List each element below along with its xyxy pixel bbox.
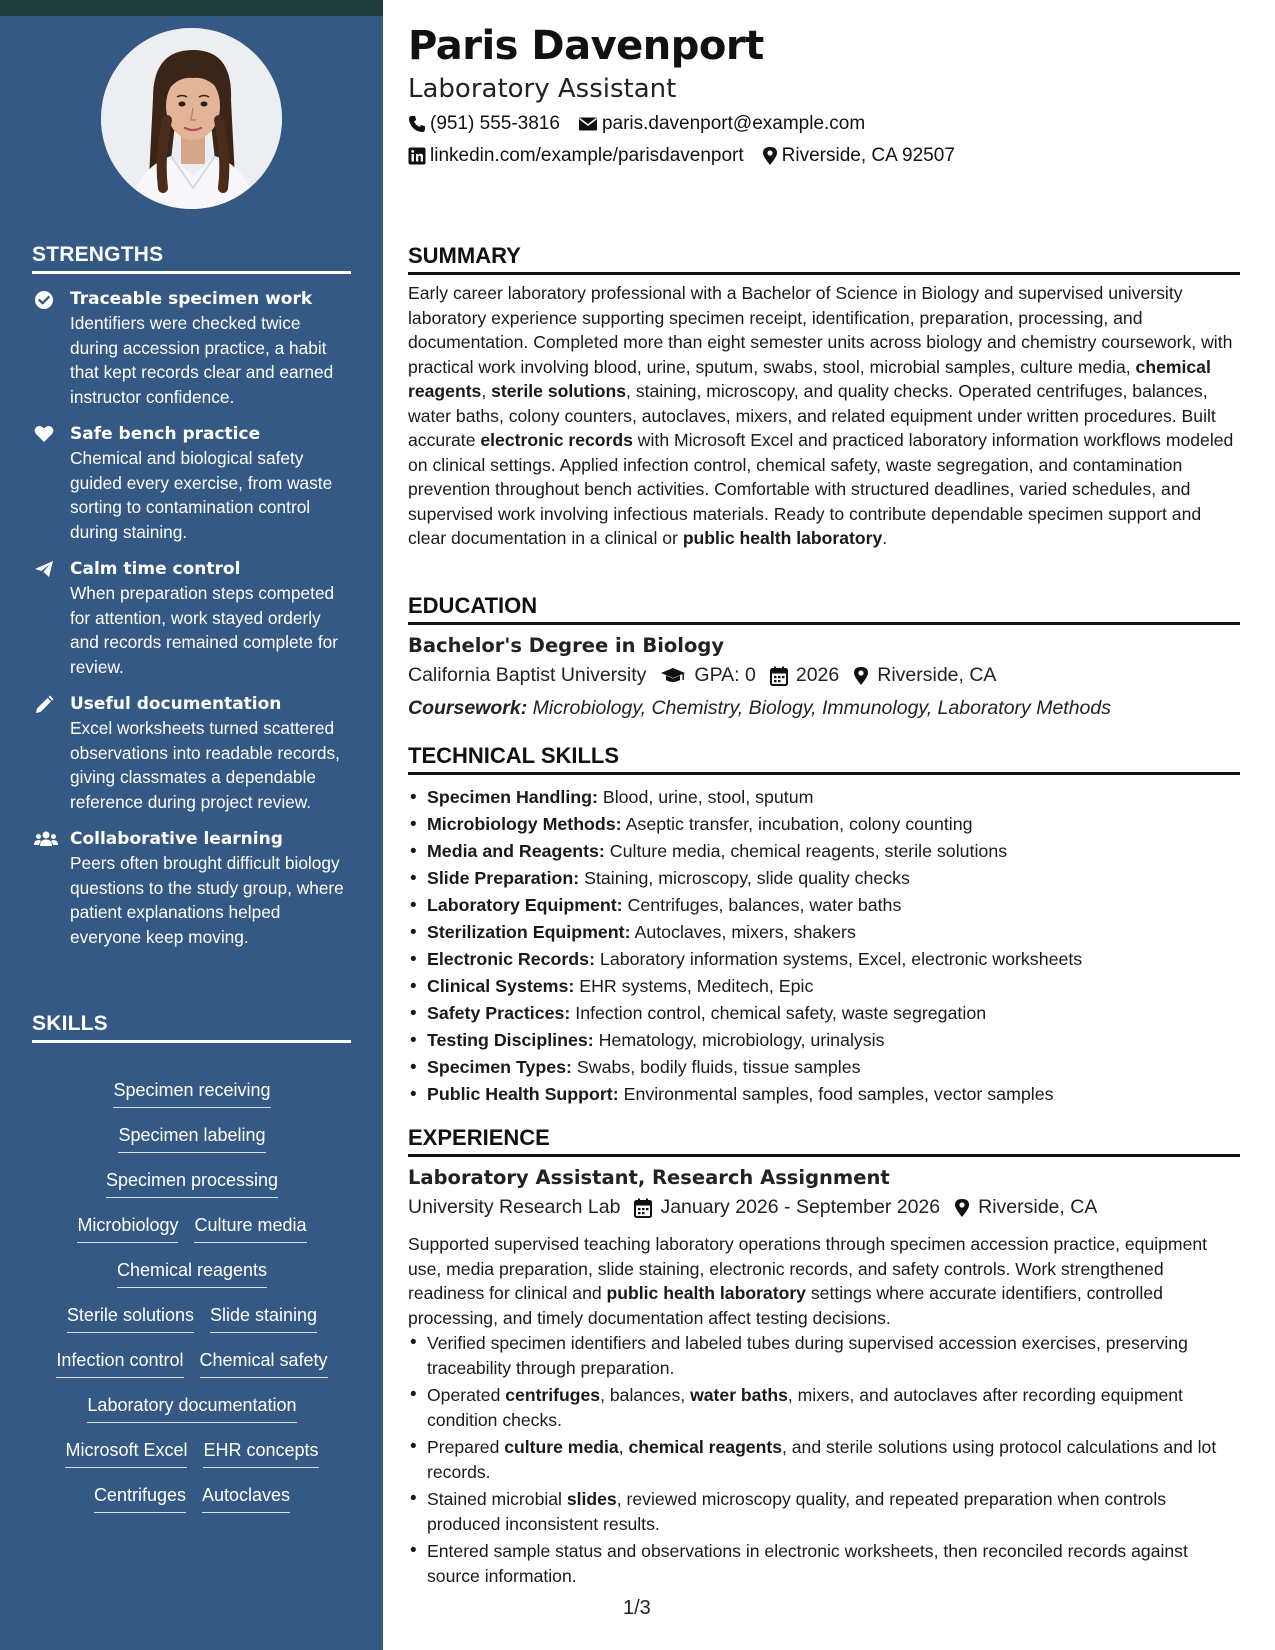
- skill-values: Blood, urine, stool, sputum: [597, 787, 814, 807]
- year-text: 2026: [795, 664, 840, 686]
- email-contact[interactable]: [578, 113, 865, 135]
- skill-row: [32, 1350, 352, 1395]
- strength-description: Excel worksheets turned scattered observations into readable records, giving classmates a dependable reference during project review.: [70, 718, 340, 812]
- map-pin-icon: [853, 666, 869, 686]
- technical-skill-item: [408, 1027, 1240, 1054]
- text-segment: with Microsoft Excel and practiced laboratory information workflows modeled on clinical settings. Applied infection control, chemical safety, waste segregation, and contamination prevention throughout bench activities. Comfortable with structured deadlines, varied schedules, and supervised work involving infectious materials. Ready to contribute dependable specimen support and clear documentation in a clinical or: [408, 430, 1234, 548]
- page-number: 1/3: [623, 1597, 651, 1619]
- map-pin-icon: [954, 1198, 970, 1218]
- skill-values: Staining, microscopy, slide quality checks: [579, 868, 910, 888]
- bold-text: chemical reagents: [408, 356, 1211, 401]
- strength-description: Chemical and biological safety guided every exercise, from waste sorting to contamination control during staining.: [70, 448, 333, 542]
- contact-row-1: [408, 113, 883, 135]
- skill-tag: Microbiology: [77, 1215, 178, 1243]
- strength-item: [32, 287, 352, 409]
- strength-title: Safe bench practice: [70, 424, 261, 444]
- text-segment: Entered sample status and observations in electronic worksheets, then reconciled records against source information.: [427, 1541, 1188, 1586]
- skill-category: Testing Disciplines:: [427, 1030, 594, 1050]
- strengths-list: [32, 287, 352, 962]
- strength-description: Identifiers were checked twice during accession practice, a habit that kept records clear and earned instructor confidence.: [70, 313, 334, 407]
- avatar: [101, 28, 282, 209]
- text-segment: Early career laboratory professional with a Bachelor of Science in Biology and supervised university laboratory experience supporting specimen receipt, identification, preparation, processing, and documentation. Completed more than eight semester units across biology and chemistry coursework, with practical work involving blood, urine, sputum, swabs, stool, microbial samples, culture media,: [408, 283, 1233, 377]
- skill-values: Culture media, chemical reagents, sterile solutions: [604, 841, 1008, 861]
- graduation-cap-icon: [660, 667, 686, 685]
- strength-item: [32, 692, 352, 814]
- education-location-text: Riverside, CA: [877, 664, 997, 686]
- education-heading: EDUCATION: [408, 593, 1240, 625]
- bold-text: electronic records: [480, 430, 633, 450]
- skill-row: [32, 1440, 352, 1485]
- skill-tag: Microsoft Excel: [65, 1440, 187, 1468]
- bold-text: culture media: [504, 1437, 619, 1457]
- linkedin-contact[interactable]: [408, 145, 744, 167]
- experience-dates: [634, 1196, 940, 1219]
- technical-skills-heading: TECHNICAL SKILLS: [408, 743, 1240, 775]
- summary-paragraph: [408, 281, 1240, 551]
- skill-values: Aseptic transfer, incubation, colony counting: [621, 814, 973, 834]
- organization-name: University Research Lab: [408, 1196, 621, 1218]
- strengths-heading: STRENGTHS: [32, 243, 351, 274]
- text-segment: Supported supervised teaching laboratory operations through specimen accession practice, equipment use, media preparation, slide staining, electronic records, and safety controls. Work strengthened readiness for clinical and: [408, 1234, 1208, 1303]
- graduation-year: [770, 664, 839, 687]
- skill-tag: Specimen labeling: [118, 1125, 265, 1153]
- experience-bullet: [408, 1539, 1240, 1588]
- bold-text: water baths: [690, 1385, 788, 1405]
- phone-text: (951) 555-3816: [430, 113, 560, 134]
- contact-row-2: [408, 145, 973, 167]
- experience-bullet: [408, 1487, 1240, 1536]
- bold-text: sterile solutions: [491, 381, 627, 401]
- gpa: [660, 664, 755, 687]
- skill-tag: Laboratory documentation: [87, 1395, 296, 1423]
- strength-description: When preparation steps competed for attention, work stayed orderly and records remained complete for review.: [70, 583, 338, 677]
- skill-values: Environmental samples, food samples, vector samples: [618, 1084, 1054, 1104]
- strength-item: [32, 557, 352, 679]
- skills-list: [32, 1080, 352, 1530]
- strength-title: Collaborative learning: [70, 829, 283, 849]
- candidate-name: Paris Davenport: [408, 23, 764, 69]
- skill-values: Hematology, microbiology, urinalysis: [593, 1030, 885, 1050]
- text-segment: Prepared: [427, 1437, 505, 1457]
- experience-bullet: [408, 1331, 1240, 1380]
- text-segment: Operated: [427, 1385, 506, 1405]
- skill-tag: Chemical reagents: [117, 1260, 267, 1288]
- skill-category: Electronic Records:: [427, 949, 595, 969]
- coursework-label: Coursework:: [408, 697, 528, 719]
- skill-tag: Specimen receiving: [113, 1080, 270, 1108]
- phone-contact[interactable]: [408, 113, 560, 135]
- gpa-text: GPA: 0: [694, 664, 756, 686]
- skill-values: EHR systems, Meditech, Epic: [574, 976, 814, 996]
- skill-category: Clinical Systems:: [427, 976, 575, 996]
- degree-title: Bachelor's Degree in Biology: [408, 634, 725, 657]
- check-circle-icon: [34, 290, 54, 308]
- text-segment: .: [882, 528, 888, 548]
- skill-values: Swabs, bodily fluids, tissue samples: [571, 1057, 861, 1077]
- skill-row: [32, 1485, 352, 1530]
- skill-row: [32, 1260, 352, 1305]
- envelope-icon: [578, 116, 598, 132]
- text-segment: Verified specimen identifiers and labeled tubes during supervised accession exercises, preserving traceability through preparation.: [427, 1333, 1188, 1378]
- skill-values: Centrifuges, balances, water baths: [622, 895, 902, 915]
- coursework: [408, 697, 1111, 720]
- text-segment: ,: [618, 1437, 629, 1457]
- text-segment: ,: [481, 381, 492, 401]
- email-text: paris.davenport@example.com: [601, 113, 866, 134]
- skill-tag: Chemical safety: [200, 1350, 328, 1378]
- skill-category: Slide Preparation:: [427, 868, 580, 888]
- linkedin-icon: [408, 147, 426, 165]
- calendar-icon: [634, 1198, 652, 1218]
- experience-bullets: [408, 1331, 1240, 1591]
- skill-tag: Infection control: [56, 1350, 183, 1378]
- skill-values: Laboratory information systems, Excel, electronic worksheets: [594, 949, 1083, 969]
- sidebar-top-accent-bar: [0, 0, 383, 16]
- skill-row: [32, 1305, 352, 1350]
- technical-skill-item: [408, 784, 1240, 811]
- skill-tag: Centrifuges: [94, 1485, 186, 1513]
- skill-tag: Slide staining: [210, 1305, 317, 1333]
- technical-skill-item: [408, 1000, 1240, 1027]
- bold-text: public health laboratory: [606, 1283, 806, 1303]
- technical-skill-item: [408, 811, 1240, 838]
- summary-heading: SUMMARY: [408, 243, 1240, 275]
- skill-row: [32, 1170, 352, 1215]
- technical-skill-item: [408, 973, 1240, 1000]
- school-name: California Baptist University: [408, 664, 647, 686]
- education-meta: [408, 664, 1010, 687]
- text-segment: , balances,: [600, 1385, 691, 1405]
- avatar-portrait-image: [101, 28, 282, 209]
- location-text: Riverside, CA 92507: [781, 145, 955, 166]
- experience-heading: EXPERIENCE: [408, 1125, 1240, 1157]
- coursework-list: Microbiology, Chemistry, Biology, Immunology, Laboratory Methods: [527, 697, 1111, 719]
- text-segment: , and sterile solutions using protocol calculations and lot records.: [427, 1437, 1217, 1482]
- calendar-icon: [770, 666, 788, 686]
- location-contact: [762, 145, 955, 167]
- text-segment: , mixers, and autoclaves after recording equipment condition checks.: [427, 1385, 1183, 1430]
- text-segment: settings where accurate identifiers, controlled processing, and timely documentation affect testing decisions.: [408, 1283, 1163, 1328]
- technical-skill-item: [408, 1054, 1240, 1081]
- text-segment: Stained microbial: [427, 1489, 567, 1509]
- experience-location: [954, 1196, 1097, 1219]
- skill-category: Public Health Support:: [427, 1084, 619, 1104]
- strength-item: [32, 422, 352, 544]
- text-segment: , reviewed microscopy quality, and repeated preparation when controls produced inconsistent results.: [427, 1489, 1167, 1534]
- skill-values: Autoclaves, mixers, shakers: [630, 922, 856, 942]
- experience-location-text: Riverside, CA: [978, 1196, 1098, 1218]
- experience-description: [408, 1232, 1240, 1330]
- technical-skill-item: [408, 919, 1240, 946]
- skill-category: Safety Practices:: [427, 1003, 571, 1023]
- education-location: [853, 664, 996, 687]
- strength-description: Peers often brought difficult biology questions to the study group, where patient explanations helped everyone keep moving.: [70, 853, 344, 947]
- text-segment: , staining, microscopy, and quality checks. Operated centrifuges, balances, water baths, colony counters, autoclaves, mixers, and related equipment under written procedures. Built accurate: [408, 381, 1216, 450]
- bold-text: chemical reagents: [628, 1437, 782, 1457]
- skill-row: [32, 1215, 352, 1260]
- skill-category: Laboratory Equipment:: [427, 895, 623, 915]
- bold-text: slides: [566, 1489, 617, 1509]
- experience-bullet: [408, 1435, 1240, 1484]
- skill-tag: Specimen processing: [106, 1170, 278, 1198]
- bold-text: centrifuges: [505, 1385, 601, 1405]
- skill-tag: Sterile solutions: [67, 1305, 194, 1333]
- skills-heading: SKILLS: [32, 1012, 351, 1043]
- pencil-icon: [34, 695, 54, 713]
- users-icon: [34, 830, 54, 848]
- skill-category: Specimen Handling:: [427, 787, 598, 807]
- skill-row: [32, 1080, 352, 1125]
- heart-icon: [34, 425, 54, 443]
- technical-skill-item: [408, 838, 1240, 865]
- technical-skills-list: [408, 784, 1240, 1108]
- skill-values: Infection control, chemical safety, waste segregation: [570, 1003, 987, 1023]
- strength-title: Traceable specimen work: [70, 289, 313, 309]
- experience-job-title: Laboratory Assistant, Research Assignment: [408, 1166, 890, 1189]
- bold-text: public health laboratory: [682, 528, 883, 548]
- strength-item: [32, 827, 352, 949]
- sidebar: [0, 0, 383, 1650]
- skill-row: [32, 1395, 352, 1440]
- technical-skill-item: [408, 1081, 1240, 1108]
- technical-skill-item: [408, 892, 1240, 919]
- skill-category: Sterilization Equipment:: [427, 922, 631, 942]
- skill-category: Microbiology Methods:: [427, 814, 622, 834]
- map-pin-icon: [762, 146, 778, 166]
- skill-tag: EHR concepts: [203, 1440, 318, 1468]
- skill-tag: Autoclaves: [202, 1485, 290, 1513]
- skill-category: Specimen Types:: [427, 1057, 572, 1077]
- strength-title: Calm time control: [70, 559, 241, 579]
- strength-title: Useful documentation: [70, 694, 282, 714]
- dates-text: January 2026 - September 2026: [660, 1196, 941, 1218]
- linkedin-text: linkedin.com/example/parisdavenport: [430, 145, 744, 166]
- technical-skill-item: [408, 946, 1240, 973]
- experience-meta: [408, 1196, 1111, 1219]
- job-title: Laboratory Assistant: [408, 74, 677, 104]
- skill-tag: Culture media: [194, 1215, 306, 1243]
- technical-skill-item: [408, 865, 1240, 892]
- phone-icon: [408, 115, 426, 133]
- skill-category: Media and Reagents:: [427, 841, 605, 861]
- skill-row: [32, 1125, 352, 1170]
- experience-bullet: [408, 1383, 1240, 1432]
- paper-plane-icon: [34, 560, 54, 578]
